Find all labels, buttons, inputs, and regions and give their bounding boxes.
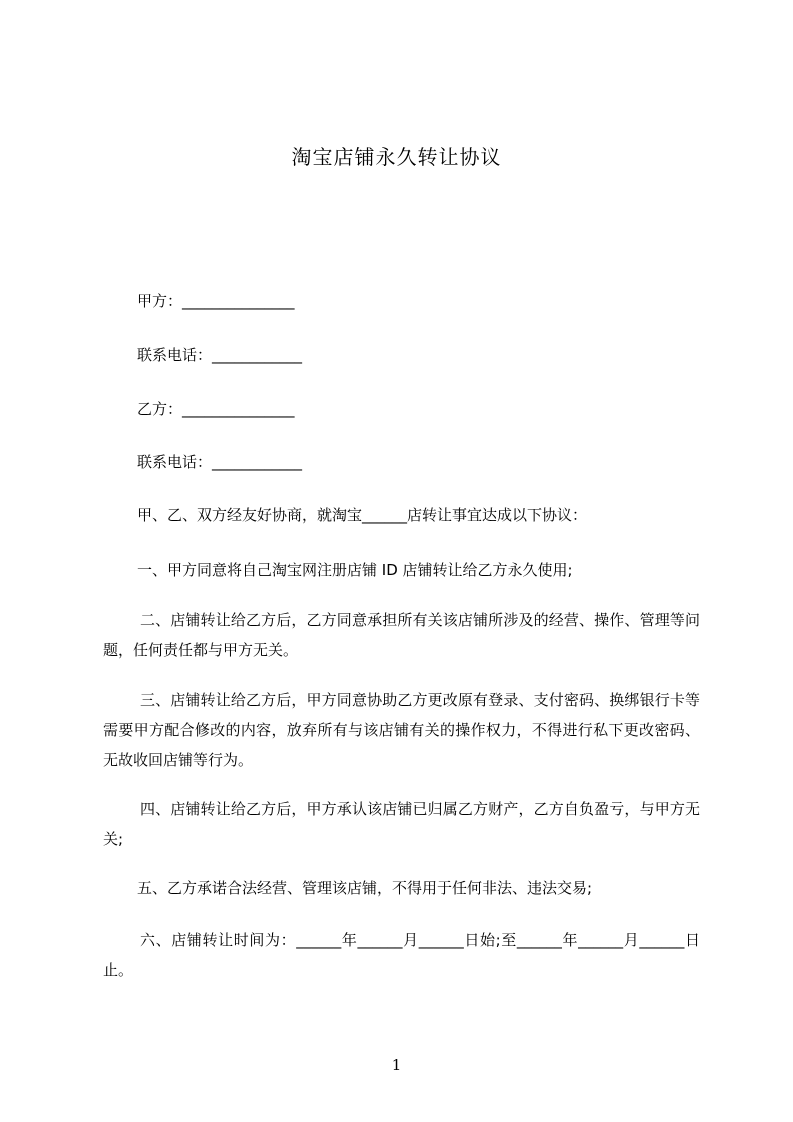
party-a-phone-line: 联系电话：____________ [137, 346, 303, 364]
clause-4: 四、店铺转让给乙方后，甲方承认该店铺已归属乙方财产，乙方自负盈亏，与甲方无关; [103, 800, 700, 848]
party-b-line: 乙方：_______________ [137, 400, 295, 418]
party-a-line: 甲方：_______________ [137, 292, 295, 310]
clause-2: 二、店铺转让给乙方后，乙方同意承担所有关该店铺所涉及的经营、操作、管理等问题，任何责任都与甲方无关。 [103, 611, 700, 659]
intro-paragraph: 甲、乙、双方经友好协商，就淘宝______店转让事宜达成以下协议： [137, 506, 588, 524]
party-b-phone-line: 联系电话：____________ [137, 453, 303, 471]
page-number: 1 [391, 1056, 402, 1074]
clause-1: 一、甲方同意将自己淘宝网注册店铺 ID 店铺转让给乙方永久使用; [137, 561, 573, 579]
clause-5: 五、乙方承诺合法经营、管理该店铺，不得用于任何非法、违法交易; [137, 879, 593, 897]
clause-3: 三、店铺转让给乙方后，甲方同意协助乙方更改原有登录、支付密码、换绑银行卡等需要甲方配合修改的内容，放弃所有与该店铺有关的操作权力，不得进行私下更改密码、无故收回店铺等行为。 [103, 691, 700, 769]
clause-6: 六、店铺转让时间为：______年______月______日始;至______年______月______日止。 [103, 931, 700, 979]
page-title: 淘宝店铺永久转让协议 [291, 145, 502, 169]
